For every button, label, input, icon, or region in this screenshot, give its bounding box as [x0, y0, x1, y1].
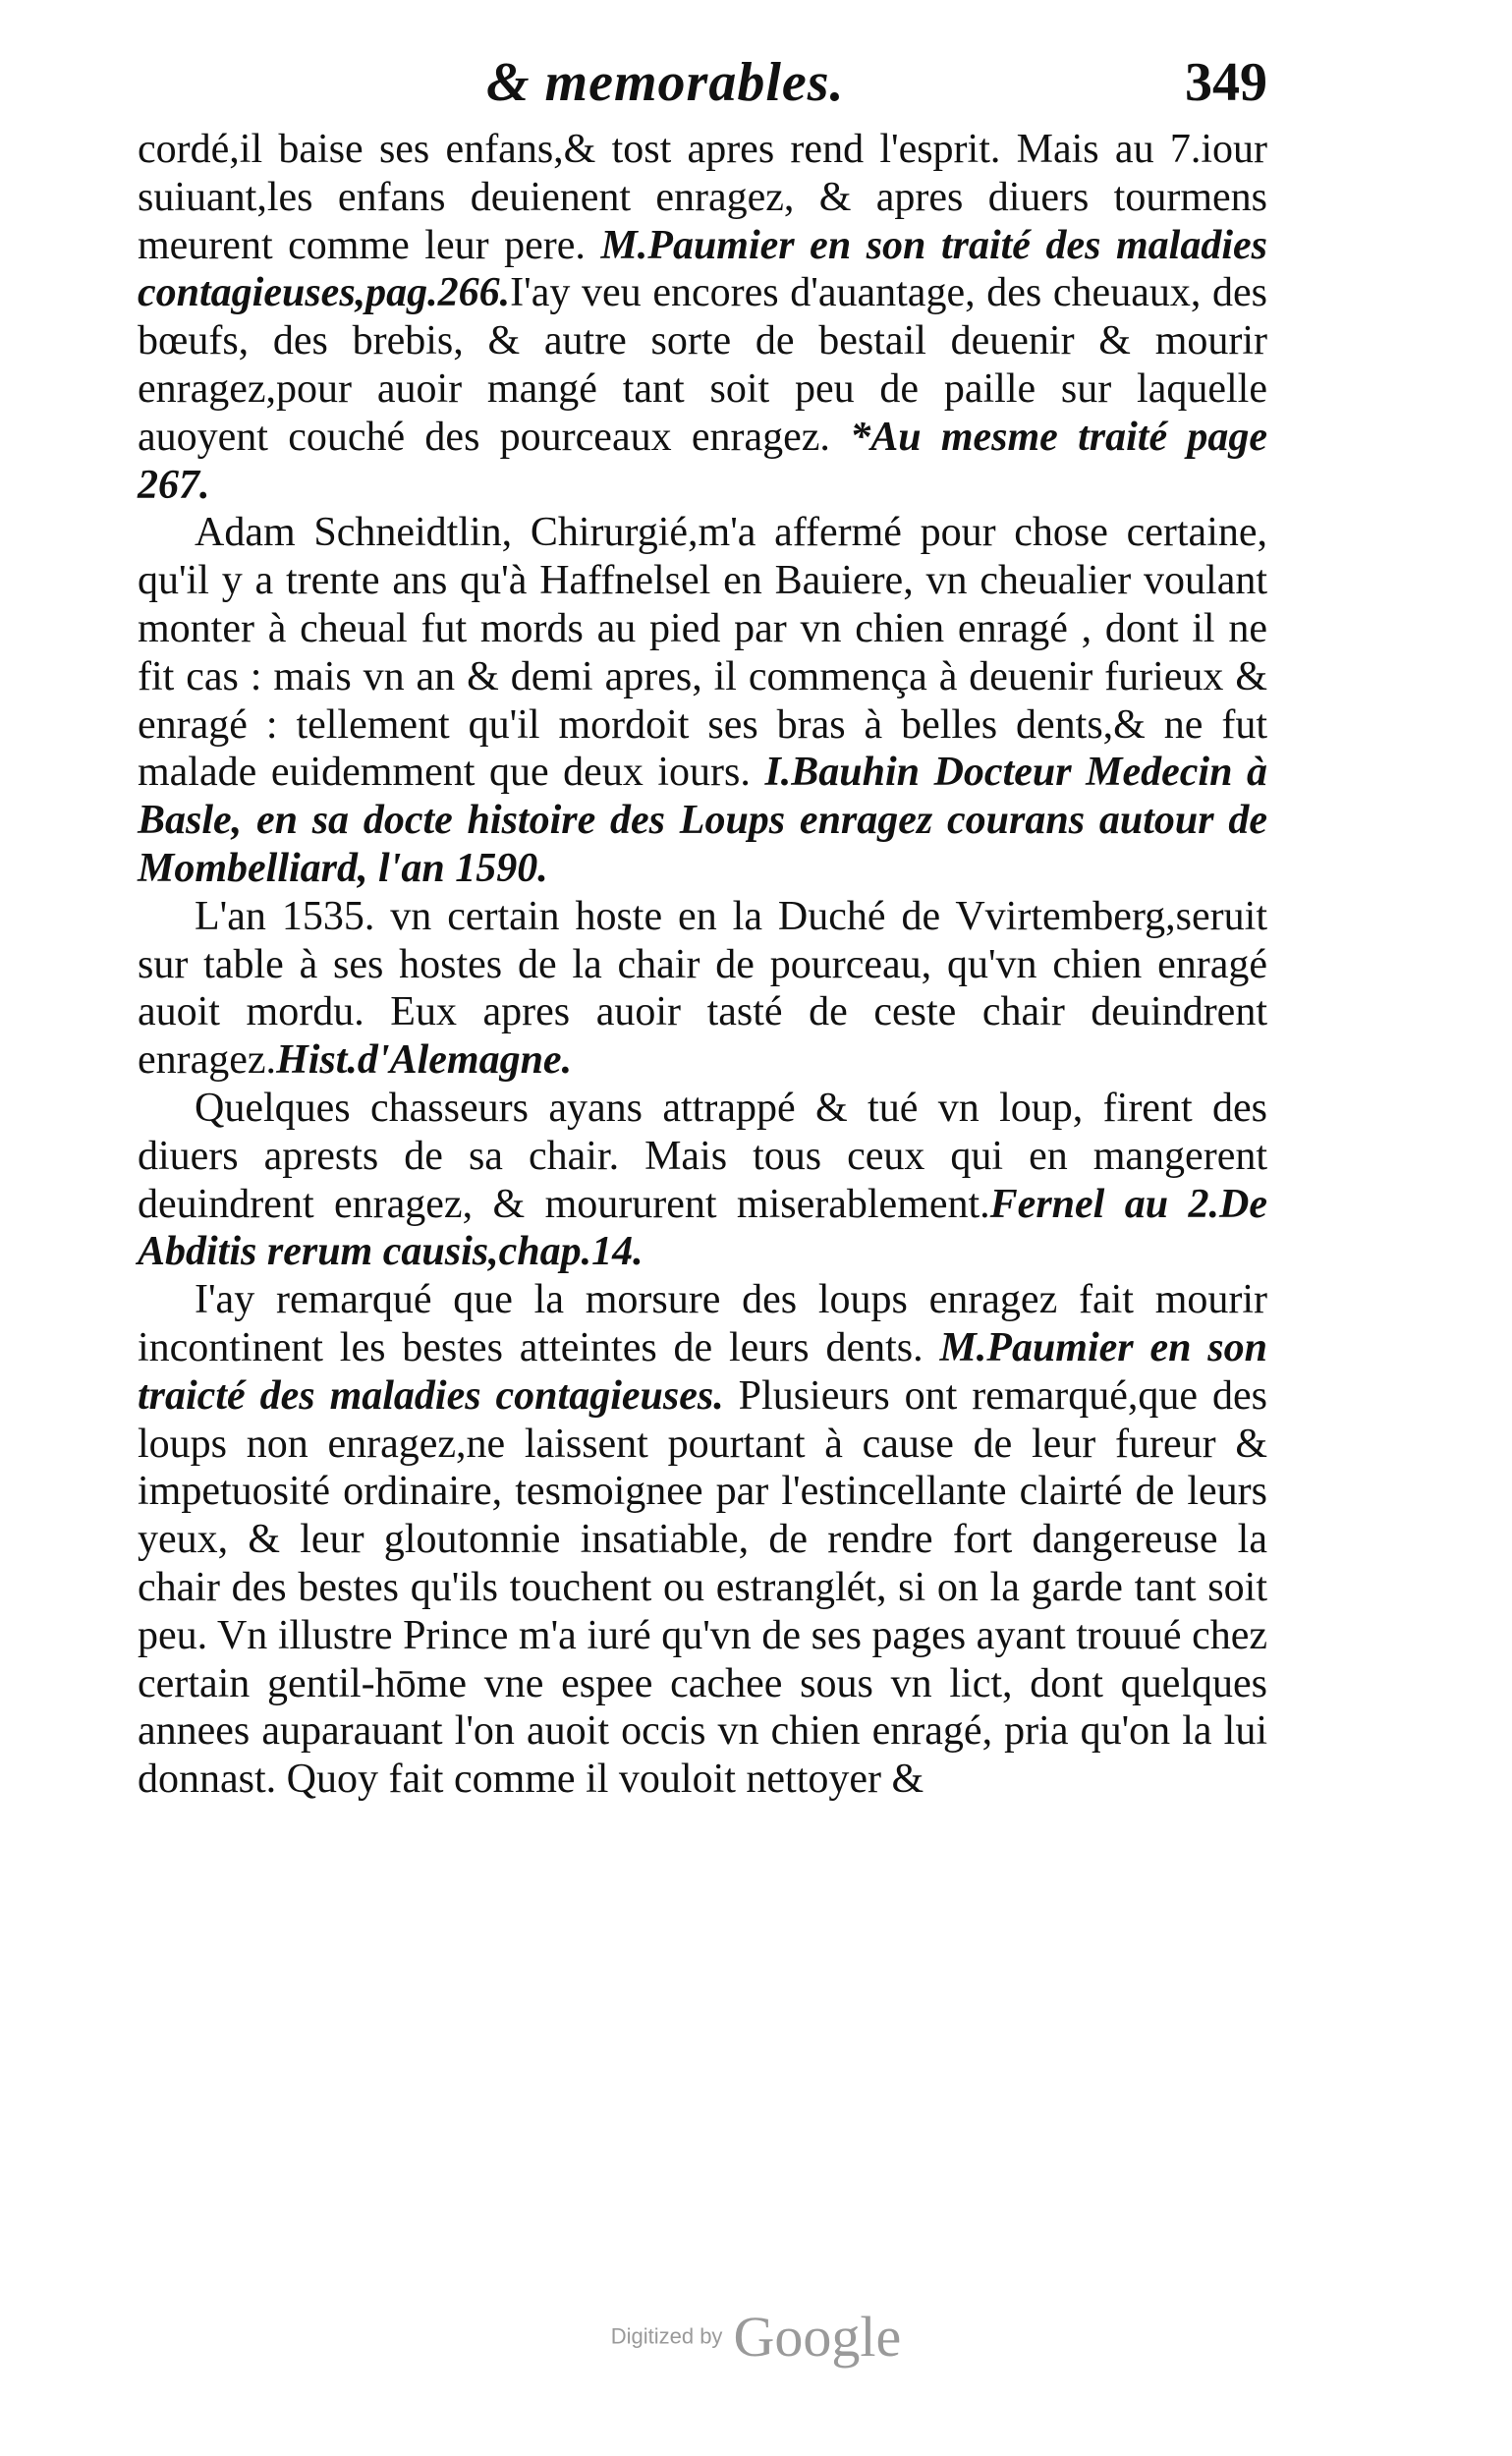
paragraph-1 [138, 126, 1267, 509]
body-text: Plusieurs ont remarqué,que des loups non enragez,ne laissent pourtant à cause de leur fureur & impetuosité ordinaire, tesmoignee par l'estincellante clairté de leurs yeux, & leur gloutonnie insatiable, de rendre fort dangereuse la chair des bestes qu'ils touchent ou estranglét, si on la garde tant soit peu. Vn illustre Prince m'a iuré qu'vn de ses pages ayant trouué chez certain gentil-hōme vne espee cachee sous vn lict, dont quelques annees auparauant l'on auoit occis vn chien enragé, pria qu'on la lui donnast. Quoy fait comme il vouloit nettoyer & [138, 1372, 1267, 1803]
body-text: L'an 1535. vn certain hoste en la Duché de Vvirtemberg,seruit sur table à ses hostes de la chair de pourceau, qu'vn chien enragé auoit mordu. Eux apres auoir tasté de ceste chair deuindrent enragez. [138, 893, 1267, 1084]
citation-text: M.Paumier en son traicté des maladies contagieuses. [138, 1324, 1267, 1419]
body-text: I'ay remarqué que la morsure des loups enragez fait mourir incontinent les bestes atteintes de leurs dents. [138, 1277, 1267, 1370]
citation-text: Fernel au 2.De Abditis rerum causis,chap.14. [138, 1181, 1267, 1275]
digitized-watermark [0, 2304, 1512, 2370]
paragraph-4 [138, 1085, 1267, 1276]
page-number: 349 [1185, 52, 1267, 113]
digitized-label: Digitized by [610, 2323, 723, 2349]
body-text: cordé,il baise ses enfans,& tost apres rend l'esprit. Mais au 7.iour suiuant,les enfans deuienent enragez, & apres diuers tourmens meurent comme leur pere. [138, 127, 1267, 268]
google-logo: Google [733, 2305, 902, 2369]
paragraph-5 [138, 1276, 1267, 1804]
text-body [138, 126, 1267, 1804]
body-text: Quelques chasseurs ayans attrappé & tué vn loup, firent des diuers aprests de sa chair. Mais tous ceux qui en mangerent deuindrent enragez, & moururent miserablement. [138, 1085, 1267, 1227]
running-head: & memorables. [486, 52, 845, 113]
citation-text: Hist.d'Alemagne. [276, 1037, 573, 1084]
paragraph-2 [138, 509, 1267, 892]
citation-text: I.Bauhin Docteur Medecin à Basle, en sa docte histoire des Loups enragez courans autour de Mombelliard, l'an 1590. [138, 750, 1267, 891]
body-text: Adam Schneidtlin, Chirurgié,m'a affermé pour chose certaine, qu'il y a trente ans qu'à Haffnelsel en Bauiere, vn cheualier voulant monter à cheual fut mords au pied par vn chien enragé , dont il ne fit cas : mais vn an & demi apres, il commença à deuenir furieux & enragé : tellement qu'il mordoit ses bras à belles dents,& ne fut malade euidemment que deux iours. [138, 510, 1267, 796]
citation-text: M.Paumier en son traité des maladies contagieuses,pag.266. [138, 222, 1268, 316]
paragraph-3 [138, 893, 1267, 1085]
body-text: I'ay veu encores d'auantage, des cheuaux, des bœufs, des brebis, & autre sorte de bestail deuenir & mourir enragez,pour auoir mangé tant soit peu de paille sur laquelle auoyent couché des pourceaux enragez. [138, 270, 1267, 460]
citation-text: *Au mesme traité page 267. [138, 414, 1267, 508]
page-header [138, 51, 1267, 120]
